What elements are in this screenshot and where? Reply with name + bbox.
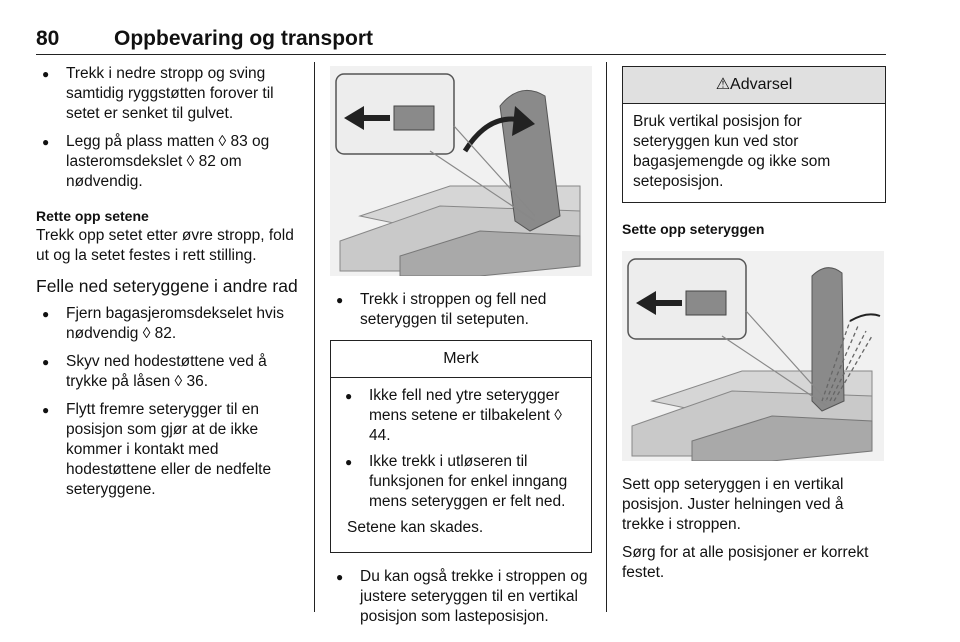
bullet-list-bottom [36, 304, 302, 500]
subheading-rette-opp: Rette opp setene [36, 208, 149, 224]
page-header [36, 28, 886, 55]
paragraph-sett-opp: Sett opp seteryggen i en vertikal posisjon. Juster helningen ved å trekke i stroppen. [622, 476, 844, 533]
note-title: Merk [331, 341, 591, 378]
note-body [331, 378, 591, 552]
list-item: ● Du kan også trekke i stroppen og justere seteryggen til en vertikal posisjon som lasteposisjon. [330, 567, 592, 627]
list-item: ● Legg på plass matten ◊ 83 og lasteromsdekslet ◊ 82 om nødvendig. [36, 132, 302, 192]
bottom-bullet-list [330, 567, 592, 627]
list-item: ● Trekk i nedre stropp og sving samtidig ryggstøtten forover til setet er senket til gulvet. [36, 64, 302, 124]
column-left [36, 64, 302, 508]
column-divider-1 [314, 62, 315, 612]
column-middle [330, 66, 592, 635]
bullet-list-top [36, 64, 302, 192]
warning-text: Bruk vertikal posisjon for seteryggen kun ved stor bagasjemengde og ikke som seteposisjon. [633, 113, 831, 190]
caption-bullet-list [330, 290, 592, 330]
list-item: ● Ikke fell ned ytre seterygger mens setene er tilbakelent ◊ 44. [339, 386, 583, 446]
paragraph-sorg-for: Sørg for at alle posisjoner er korrekt festet. [622, 544, 869, 581]
page-number: 80 [36, 27, 60, 50]
list-item: ● Fjern bagasjeromsdekselet hvis nødvendig ◊ 82. [36, 304, 302, 344]
warning-box [622, 66, 886, 203]
section-heading: Felle ned seteryggene i andre rad [36, 276, 298, 296]
note-closing: Setene kan skades. [347, 519, 484, 536]
list-item: ● Skyv ned hodestøttene ved å trykke på låsen ◊ 36. [36, 352, 302, 392]
seatback-raise-illustration [622, 251, 884, 461]
column-right [622, 66, 886, 583]
seat-fold-illustration [330, 66, 592, 276]
list-item: ● Trekk i stroppen og fell ned seteryggen til seteputen. [330, 290, 592, 330]
list-item: ● Ikke trekk i utløseren til funksjonen for enkel inngang mens seteryggen er felt ned. [339, 452, 583, 512]
subheading-sette-opp: Sette opp seteryggen [622, 221, 765, 237]
list-item: ● Flytt fremre seterygger til en posisjon som gjør at de ikke kommer i kontakt med hodestøttene eller de nedfelte seteryggene. [36, 400, 302, 500]
page-title: Oppbevaring og transport [114, 27, 374, 50]
warning-title: ⚠Advarsel [623, 67, 885, 104]
note-bullet-list [339, 386, 583, 512]
note-box [330, 340, 592, 553]
column-divider-2 [606, 62, 607, 612]
paragraph-rette-opp: Trekk opp setet etter øvre stropp, fold ut og la setet festes i rett stilling. [36, 227, 294, 264]
